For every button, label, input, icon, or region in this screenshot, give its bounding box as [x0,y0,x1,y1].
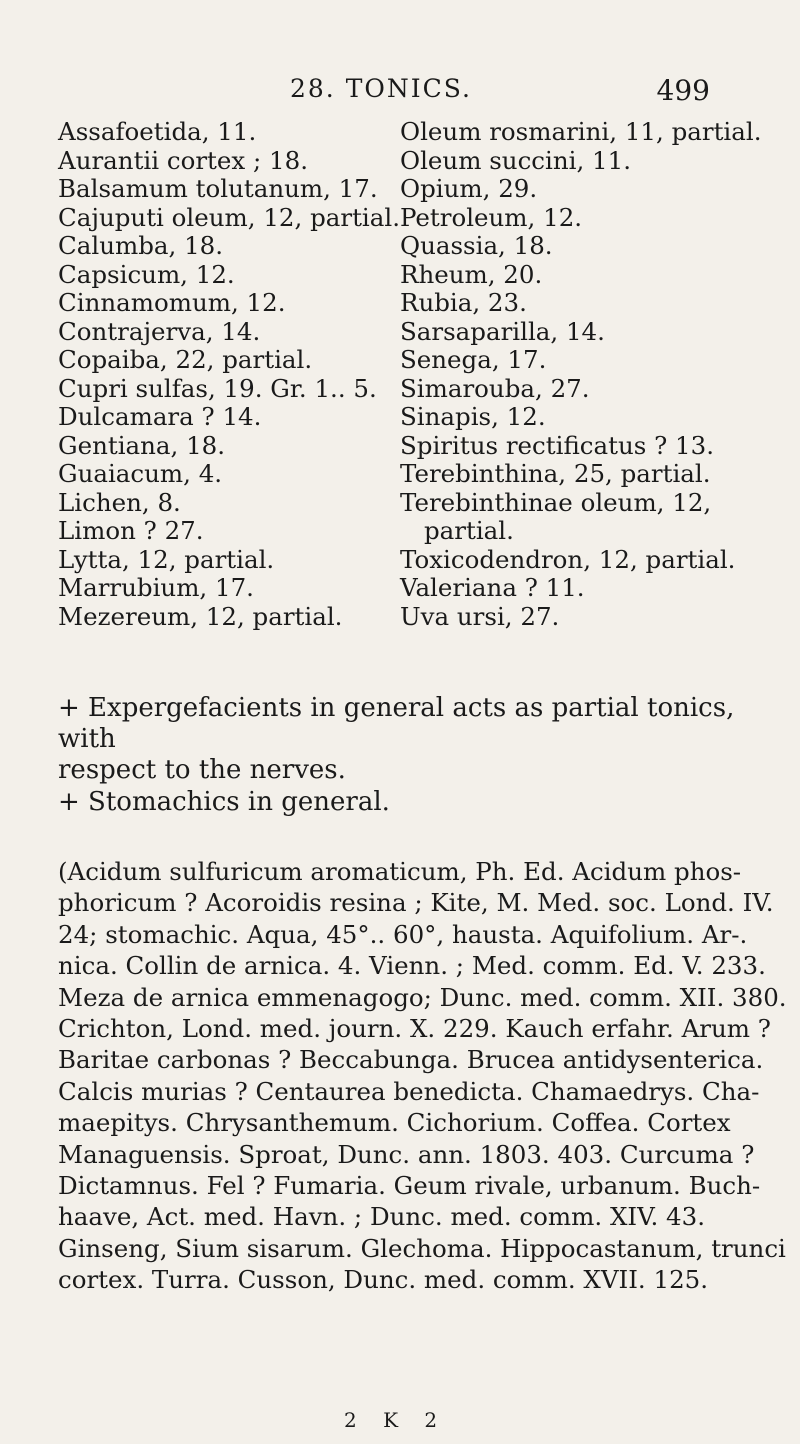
stomachics-paragraph [58,856,787,1296]
signature-mark: 2 K 2 [344,1408,448,1432]
list-item: Aurantii cortex ; 18. [58,145,309,175]
list-item: Marrubium, 17. [58,573,254,602]
list-item: Cinnamomum, 12. [58,288,286,317]
paragraph-line: phoricum ? Acoroidis resina ; Kite, M. Med. soc. Lond. IV. [58,888,774,918]
list-item: Copaiba, 22, partial. [58,345,313,374]
list-item: Cajuputi oleum, 12, partial. [58,202,400,232]
list-item: Petroleum, 12. [400,202,583,232]
paragraph-line: nica. Collin de arnica. 4. Vienn. ; Med. comm. Ed. V. 233. [58,951,766,981]
list-item: Opium, 29. [400,174,538,203]
list-item: Oleum rosmarini, 11, partial. [400,117,762,146]
right-column-list [400,117,762,631]
list-item: Lytta, 12, partial. [58,544,275,574]
page-number: 499 [656,74,710,107]
list-item: Mezereum, 12, partial. [58,601,343,631]
list-item: Oleum succini, 11. [400,145,632,175]
paragraph-line: Baritae carbonas ? Beccabunga. Brucea antidysenterica. [58,1045,764,1075]
list-item: Terebinthina, 25, partial. [400,459,711,488]
list-item: Terebinthinae oleum, 12, [400,487,712,517]
list-item: Assafoetida, 11. [58,117,257,146]
list-item: Contrajerva, 14. [58,316,261,346]
list-item: Guaiacum, 4. [58,459,223,488]
list-item: Quassia, 18. [400,231,553,260]
running-head [0,64,800,107]
paragraph-line: Crichton, Lond. med. journ. X. 229. Kauch erfahr. Arum ? [58,1014,771,1044]
list-item: Calumba, 18. [58,231,224,260]
list-item: Spiritus rectificatus ? 13. [400,430,714,460]
note-line: + Expergefacients in general acts as partial tonics, with [58,693,735,754]
list-item: Toxicodendron, 12, partial. [400,544,736,574]
list-item: Gentiana, 18. [58,430,226,460]
paragraph-line: Meza de arnica emmenagogo; Dunc. med. comm. XII. 380. [58,982,787,1012]
paragraph-line: cortex. Turra. Cusson, Dunc. med. comm. XVII. 125. [58,1265,709,1295]
paragraph-line: 24; stomachic. Aqua, 45°.. 60°, hausta. Aquifolium. Ar-. [58,919,748,949]
paragraph-line: Dictamnus. Fel ? Fumaria. Geum rivale, urbanum. Buch- [58,1171,761,1201]
list-item: Balsamum tolutanum, 17. [58,174,378,203]
list-item-continuation: partial. [424,516,514,545]
paragraph-line: (Acidum sulfuricum aromaticum, Ph. Ed. Acidum phos- [58,857,742,886]
stomachics-heading: + Stomachics in general. [58,787,390,817]
paragraph-line: haave, Act. med. Havn. ; Dunc. med. comm. XIV. 43. [58,1202,706,1232]
list-item: Uva ursi, 27. [400,601,560,631]
left-column-list [58,118,403,631]
section-title: 28. TONICS. [290,74,472,103]
list-item: Limon ? 27. [58,516,204,545]
list-item: Dulcamara ? 14. [58,402,262,431]
list-item: Capsicum, 12. [58,259,235,289]
list-item: Sarsaparilla, 14. [400,316,605,346]
list-item: Rheum, 20. [400,259,543,289]
paragraph-line: Managuensis. Sproat, Dunc. ann. 1803. 403. Curcuma ? [58,1139,755,1169]
paragraph-line: Calcis murias ? Centaurea benedicta. Chamaedrys. Cha- [58,1076,760,1106]
list-item: Valeriana ? 11. [400,573,585,602]
list-item: Simarouba, 27. [400,373,590,403]
paragraph-line: Ginseng, Sium sisarum. Glechoma. Hippocastanum, trunci [58,1233,786,1263]
list-item: Lichen, 8. [58,487,181,517]
note-line: respect to the nerves. [58,755,346,785]
expergefacients-note [58,693,758,786]
paragraph-line: maepitys. Chrysanthemum. Cichorium. Coffea. Cortex [58,1108,731,1138]
list-item: Cupri sulfas, 19. Gr. 1.. 5. [58,373,377,403]
list-item: Sinapis, 12. [400,402,546,431]
list-item: Rubia, 23. [400,288,527,317]
list-item: Senega, 17. [400,345,547,374]
